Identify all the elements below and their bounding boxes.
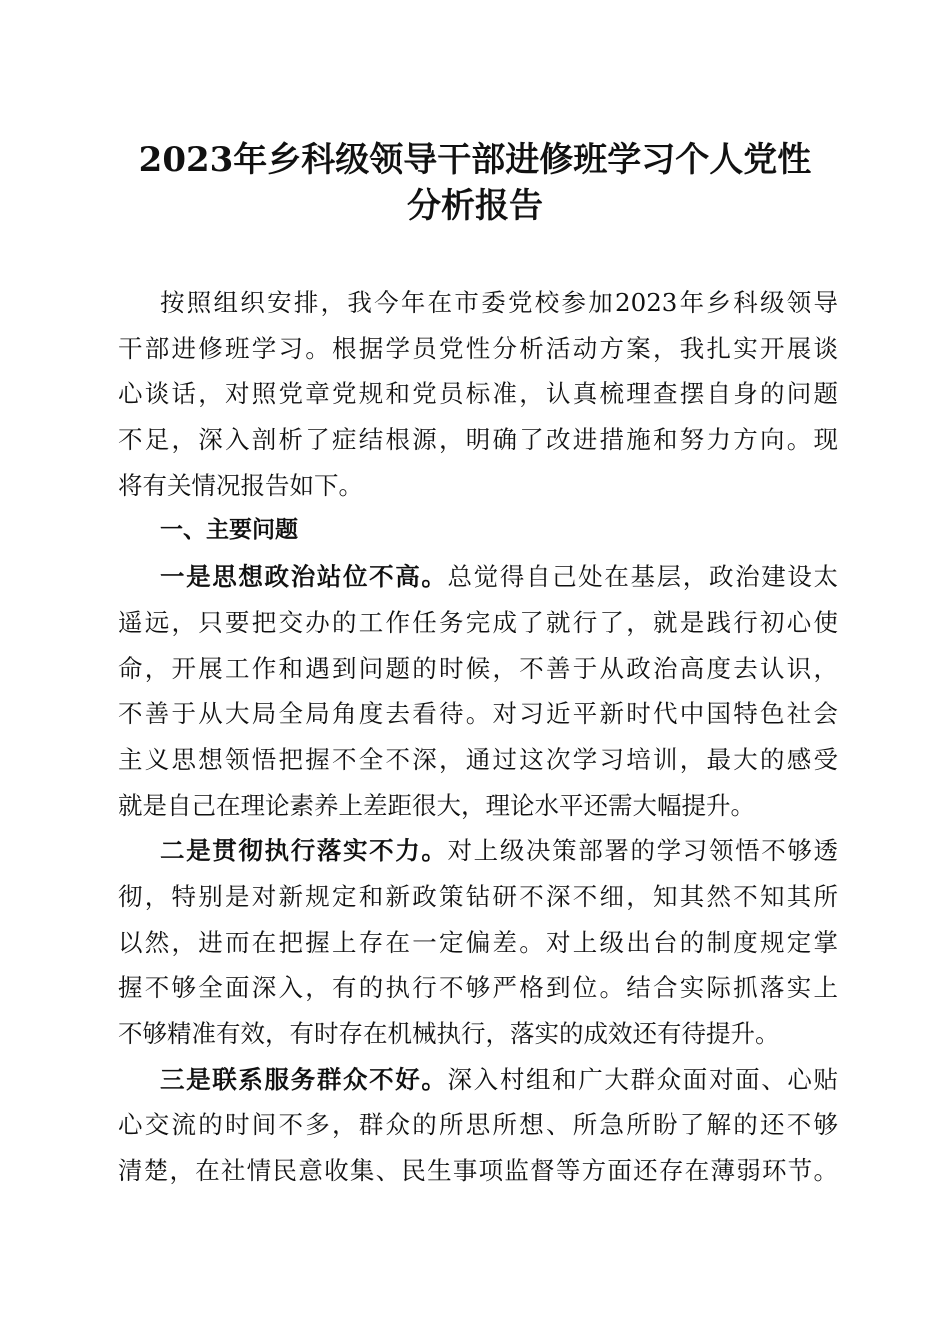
paragraph-line xyxy=(118,828,838,874)
paragraph-line: 将有关情况报告如下。 xyxy=(118,470,363,500)
paragraph-line: 不足，深入剖析了症结根源，明确了改进措施和努力方向。现 xyxy=(118,425,838,455)
paragraph-line: 就是自己在理论素养上差距很大，理论水平还需大幅提升。 xyxy=(118,790,755,820)
paragraph-line: 遥远，只要把交办的工作任务完成了就行了，就是践行初心使 xyxy=(118,607,838,637)
point-lead: 一是思想政治站位不高。 xyxy=(160,562,448,592)
document-title-line-2: 分析报告 xyxy=(407,186,543,226)
paragraph-line xyxy=(118,554,838,600)
document-body xyxy=(118,280,838,1194)
point-text: 对上级决策部署的学习领悟不够透 xyxy=(447,836,839,866)
paragraph-line: 心谈话，对照党章党规和党员标准，认真梳理查摆自身的问题 xyxy=(118,379,838,409)
paragraph-line: 清楚，在社情民意收集、民生事项监督等方面还存在薄弱环节。 xyxy=(118,1156,838,1186)
point-text: 深入村组和广大群众面对面、心贴 xyxy=(447,1064,839,1094)
paragraph-line: 主义思想领悟把握不全不深，通过这次学习培训，最大的感受 xyxy=(118,744,838,774)
paragraph-line: 心交流的时间不多，群众的所思所想、所急所盼了解的还不够 xyxy=(118,1110,838,1140)
paragraph-line: 不够精准有效，有时存在机械执行，落实的成效还有待提升。 xyxy=(118,1019,780,1048)
paragraph-line: 干部进修班学习。根据学员党性分析活动方案，我扎实开展谈 xyxy=(118,333,838,363)
paragraph-line: 彻，特别是对新规定和新政策钻研不深不细，知其然不知其所 xyxy=(118,881,838,911)
document-title-line-1: 2023年乡科级领导干部进修班学习个人党性 xyxy=(138,140,812,180)
paragraph-line: 按照组织安排，我今年在市委党校参加2023年乡科级领导 xyxy=(160,288,838,317)
point-lead: 二是贯彻执行落实不力。 xyxy=(160,836,448,866)
paragraph-line: 命，开展工作和遇到问题的时候，不善于从政治高度去认识， xyxy=(118,653,838,683)
section-heading: 一、主要问题 xyxy=(160,517,298,544)
paragraph-line xyxy=(118,1057,838,1103)
point-lead: 三是联系服务群众不好。 xyxy=(160,1064,448,1094)
paragraph-line: 握不够全面深入，有的执行不够严格到位。结合实际抓落实上 xyxy=(118,973,838,1003)
paragraph-line: 不善于从大局全局角度去看待。对习近平新时代中国特色社会 xyxy=(118,699,838,729)
point-text: 总觉得自己处在基层，政治建设太 xyxy=(447,562,839,592)
paragraph-line: 以然，进而在把握上存在一定偏差。对上级出台的制度规定掌 xyxy=(118,927,838,957)
